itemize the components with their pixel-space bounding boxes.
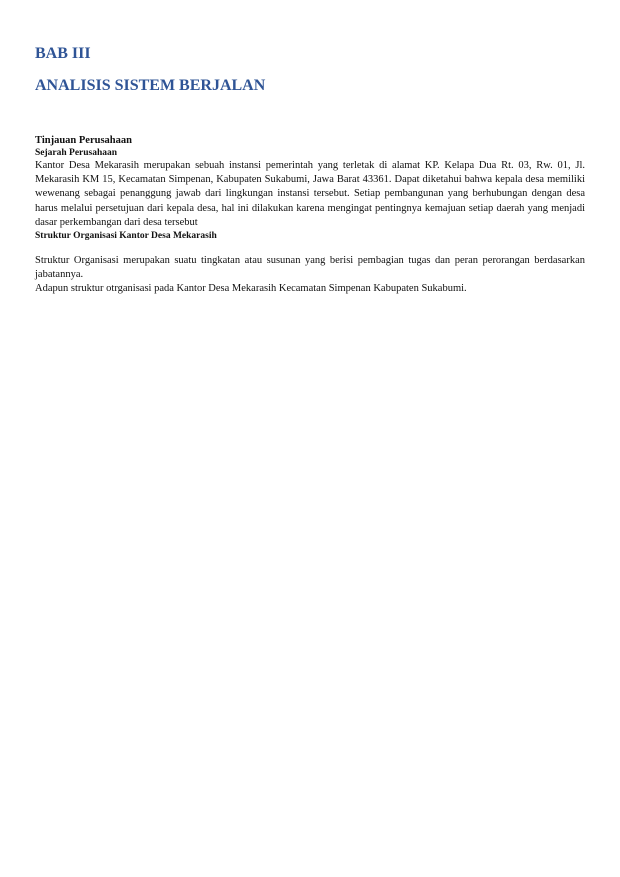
chapter-number: BAB III xyxy=(35,45,91,62)
paragraph-structure-definition: Struktur Organisasi merupakan suatu tingkatan atau susunan yang berisi pembagian tugas dan peran perorangan berdasarkan jabatannya. xyxy=(35,255,585,281)
subsection-heading-history: Sejarah Perusahaan xyxy=(35,148,118,158)
chapter-title: ANALISIS SISTEM BERJALAN xyxy=(35,77,266,94)
paragraph-structure-intro: Adapun struktur otrganisasi pada Kantor Desa Mekarasih Kecamatan Simpenan Kabupaten Sukabumi. xyxy=(35,283,467,295)
section-heading: Tinjauan Perusahaan xyxy=(35,135,132,146)
subsection-heading-structure: Struktur Organisasi Kantor Desa Mekarasih xyxy=(35,231,217,242)
page-content xyxy=(35,44,585,297)
paragraph-history: Kantor Desa Mekarasih merupakan sebuah instansi pemerintah yang terletak di alamat KP. Kelapa Dua Rt. 03, Rw. 01, Jl. Mekarasih KM 15, Kecamatan Simpenan, Kabupaten Sukabumi, Jawa Barat 43361. Dapat diketahui bahwa kepala desa memiliki wewenang sebagai penanggung jawab dari lingkungan instansi tersebut. Setiap pembangunan yang berhubungan dengan desa harus melalui persetujuan dari kepala desa, hal ini dilakukan karena mengingat pentingnya kemajuan setiap daerah yang menjadi dasar perkembangan dari desa tersebut xyxy=(35,160,585,228)
